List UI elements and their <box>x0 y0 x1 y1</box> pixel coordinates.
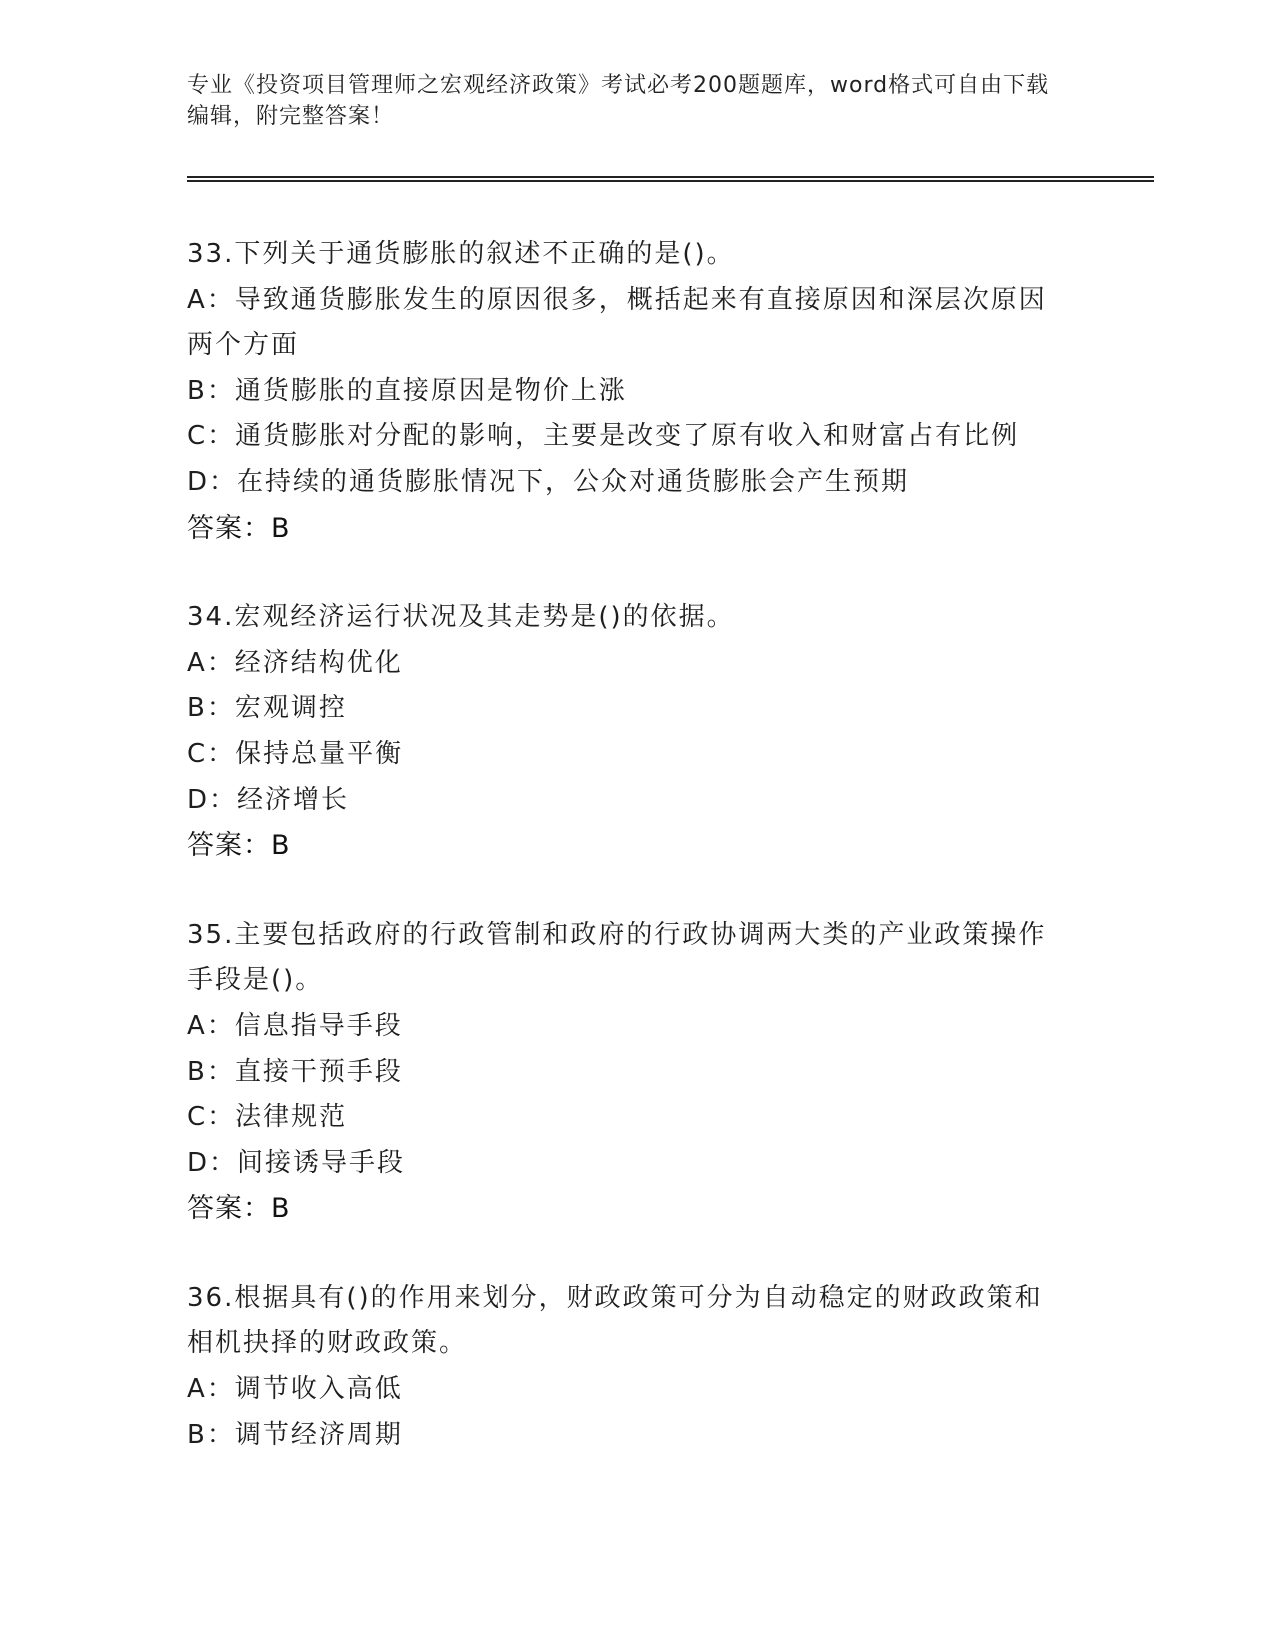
option-a: A：调节收入高低 <box>187 1374 403 1405</box>
question-stem: 35.主要包括政府的行政管制和政府的行政协调两大类的产业政策操作 <box>187 919 1047 950</box>
answer-label: 答案：B <box>187 830 291 862</box>
question-stem-continued: 手段是()。 <box>187 965 324 996</box>
option-b: B：直接干预手段 <box>187 1056 403 1087</box>
option-a: A：经济结构优化 <box>187 647 403 678</box>
question-stem-continued: 相机抉择的财政政策。 <box>187 1328 468 1359</box>
option-a: A：导致通货膨胀发生的原因很多，概括起来有直接原因和深层次原因 <box>187 284 1047 315</box>
answer-label: 答案：B <box>187 1193 291 1225</box>
question-stem: 36.根据具有()的作用来划分，财政政策可分为自动稳定的财政政策和 <box>187 1282 1043 1313</box>
option-a-continued: 两个方面 <box>187 330 300 361</box>
option-b: B：调节经济周期 <box>187 1419 403 1450</box>
option-d: D：经济增长 <box>187 784 350 815</box>
document-header: 专业《投资项目管理师之宏观经济政策》考试必考200题题库，word格式可自由下载编辑，附完整答案！ <box>187 73 1050 129</box>
question-stem: 34.宏观经济运行状况及其走势是()的依据。 <box>187 602 735 633</box>
question-stem: 33.下列关于通货膨胀的叙述不正确的是()。 <box>187 239 735 269</box>
question-36 <box>187 1276 1087 1458</box>
question-33 <box>187 232 1087 551</box>
option-d: D：在持续的通货膨胀情况下，公众对通货膨胀会产生预期 <box>187 466 910 497</box>
option-d: D：间接诱导手段 <box>187 1147 406 1178</box>
option-c: C：通货膨胀对分配的影响，主要是改变了原有收入和财富占有比例 <box>187 421 1020 452</box>
question-35 <box>187 913 1087 1232</box>
question-list <box>187 232 1087 1502</box>
option-b: B：通货膨胀的直接原因是物价上涨 <box>187 375 627 406</box>
question-34 <box>187 595 1087 869</box>
option-a: A：信息指导手段 <box>187 1010 403 1041</box>
header-divider <box>187 176 1154 182</box>
option-b: B：宏观调控 <box>187 693 347 724</box>
option-c: C：法律规范 <box>187 1102 348 1133</box>
option-c: C：保持总量平衡 <box>187 738 404 769</box>
answer-label: 答案：B <box>187 512 291 544</box>
